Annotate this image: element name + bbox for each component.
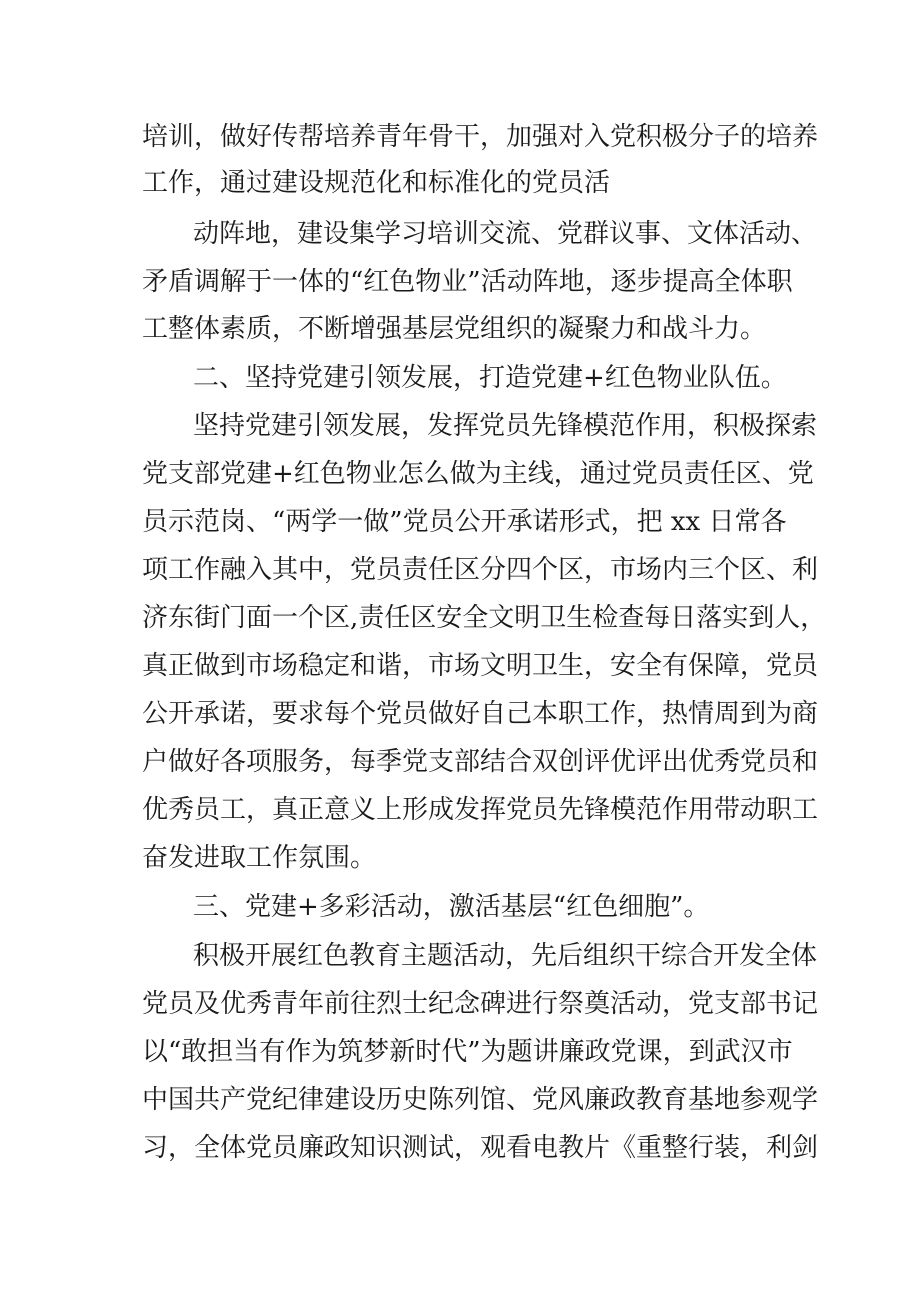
text-line: 员示范岗、“两学一做”党员公开承诺形式，把 xx 日常各 [142,507,787,537]
text-line: 矛盾调解于一体的“红色物业”活动阵地，逐步提高全体职 [142,267,793,297]
paragraph-start-line: 动阵地，建设集学习培训交流、党群议事、文体活动、 [193,219,818,249]
text-line: 中国共产党纪律建设历史陈列馆、党风廉政教育基地参观学 [142,1085,819,1115]
text-line: 户做好各项服务，每季党支部结合双创评优评出优秀党员和 [142,747,819,777]
section-heading-3: 三、党建+多彩活动，激活基层“红色细胞”。 [193,892,710,922]
text-line: 公开承诺，要求每个党员做好自己本职工作，热情周到为商 [142,699,819,729]
text-line: 真正做到市场稳定和谐，市场文明卫生，安全有保障，党员 [142,651,819,681]
text-line: 工整体素质，不断增强基层党组织的凝聚力和战斗力。 [142,314,767,344]
text-line: 习，全体党员廉政知识测试，观看电教片《重整行装，利剑 [142,1133,819,1163]
text-line: 党支部党建+红色物业怎么做为主线，通过党员责任区、党 [142,459,814,489]
text-line: 项工作融入其中，党员责任区分四个区，市场内三个区、利 [142,555,819,585]
text-line: 培训，做好传帮培养青年骨干，加强对入党积极分子的培养 [142,122,819,152]
text-line: 济东街门面一个区,责任区安全文明卫生检查每日落实到人， [142,603,827,633]
text-line: 以“敢担当有作为筑梦新时代”为题讲廉政党课，到武汉市 [142,1037,793,1067]
paragraph-start-line: 积极开展红色教育主题活动，先后组织干综合开发全体 [193,941,818,971]
text-line: 工作，通过建设规范化和标准化的党员活 [142,168,611,198]
paragraph-start-line: 坚持党建引领发展，发挥党员先锋模范作用，积极探索 [193,411,818,441]
text-line: 优秀员工，真正意义上形成发挥党员先锋模范作用带动职工 [142,795,819,825]
section-heading-2: 二、坚持党建引领发展，打造党建+红色物业队伍。 [193,363,787,393]
text-line: 奋发进取工作氛围。 [142,843,377,873]
text-line: 党员及优秀青年前往烈士纪念碑进行祭奠活动，党支部书记 [142,989,819,1019]
